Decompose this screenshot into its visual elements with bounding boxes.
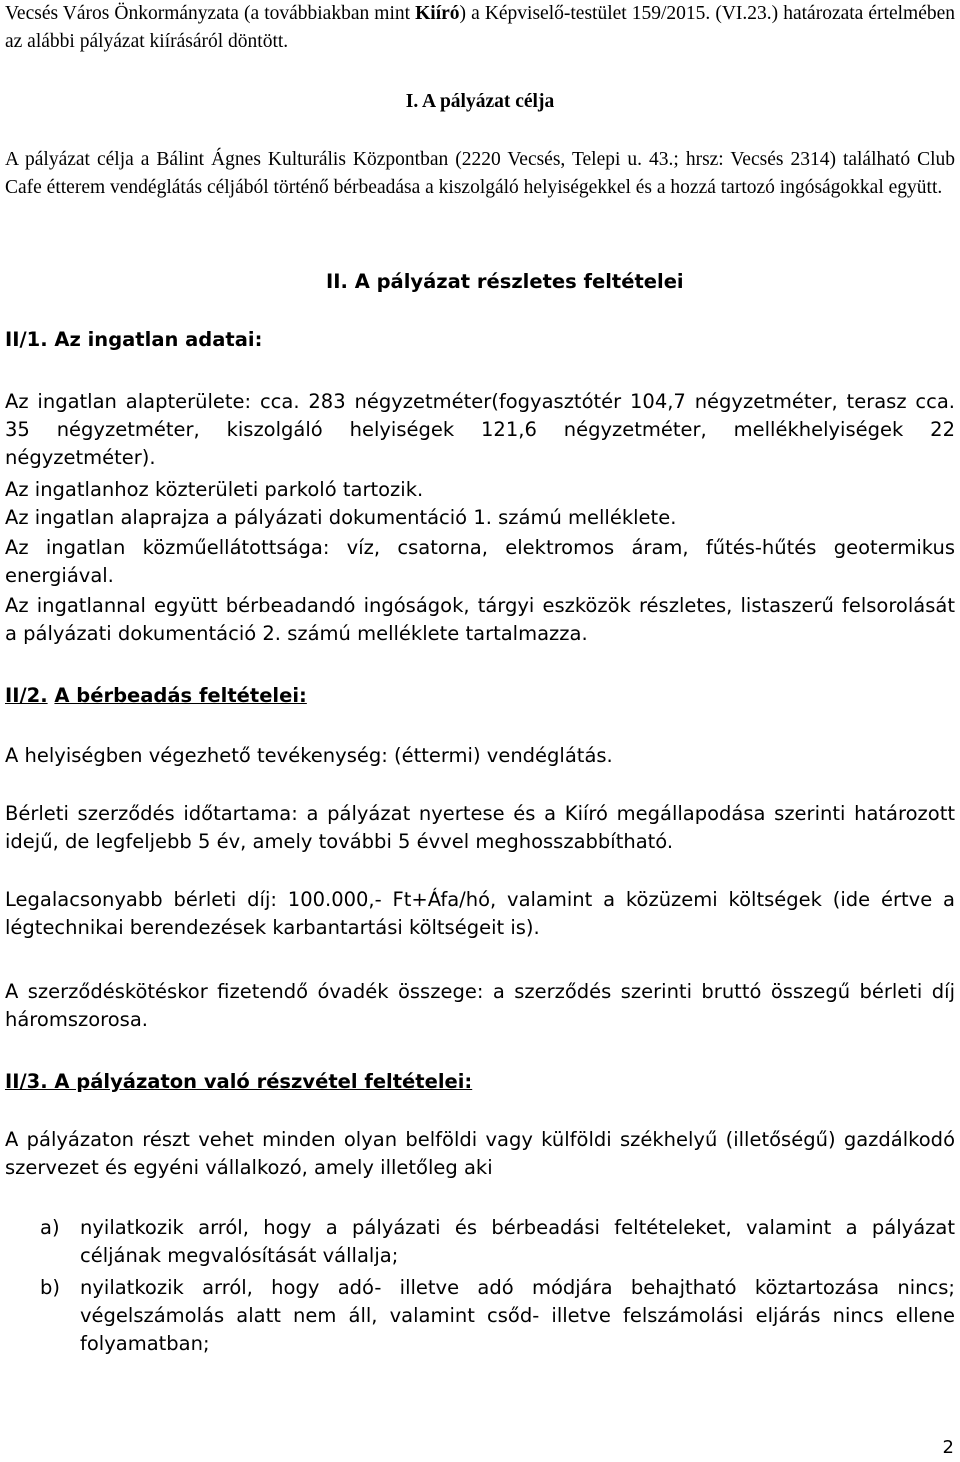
intro-text-start: Vecsés Város Önkormányzata (a továbbiakban mint [5,3,416,24]
intro-text-end: ) a Képviselő-testület 159/2015. (VI.23.) határozata értelmében az alábbi pályázat kiírásáról döntött. [5,3,956,52]
section-1-heading: I. A pályázat célja [405,91,555,112]
sub-1-heading: II/1. Az ingatlan adatai: [5,328,263,351]
sub-3-heading: II/3. A pályázaton való részvétel feltételei: [5,1070,473,1093]
intro-bold-term: Kiíró [415,3,460,24]
lease-duration: Bérleti szerződés időtartama: a pályázat nyertese és a Kiíró megállapodása szerinti határozott idejű, de legfeljebb 5 év, amely további 5 évvel meghosszabbítható. [5,802,955,853]
sub-2-heading-text: A bérbeadás feltételei: [54,684,307,707]
participation-text: A pályázaton részt vehet minden olyan belföldi vagy külföldi székhelyű (illetőségű) gazdálkodó szervezet és egyéni vállalkozó, amely illetőleg aki [5,1128,955,1179]
lease-minimum-fee: Legalacsonyabb bérleti díj: 100.000,- Ft+Áfa/hó, valamint a közüzemi költségek (ide értve a légtechnikai berendezések karbantartási költségeit is). [5,888,955,939]
condition-list-item-b [40,1274,955,1358]
list-item-label: b) [40,1276,60,1299]
list-item-label: a) [40,1216,60,1239]
section-2-heading: II. A pályázat részletes feltételei [326,270,684,293]
list-item-text: nyilatkozik arról, hogy a pályázati és bérbeadási feltételeket, valamint a pályázat céljának megvalósítását vállalja; [80,1216,955,1267]
sub-2-heading-number: II/2. [5,684,48,707]
page-number: 2 [942,1437,954,1458]
section-1-text: A pályázat célja a Bálint Ágnes Kulturális Központban (2220 Vecsés, Telepi u. 43.; hrsz: Vecsés 2314) található Club Cafe étterem vendéglátás céljából történő bérbeadása a kiszolgáló helyiségekkel és a hozzá tartozó ingóságokkal együtt. [5,149,955,198]
lease-activity: A helyiségben végezhető tevékenység: (éttermi) vendéglátás. [5,744,613,767]
property-floor-plan: Az ingatlan alaprajza a pályázati dokumentáció 1. számú melléklete. [5,506,677,529]
condition-list-item-a [40,1214,955,1270]
property-parking: Az ingatlanhoz közterületi parkoló tartozik. [5,478,424,501]
list-item-text: nyilatkozik arról, hogy adó- illetve adó módjára behajtható köztartozása nincs; végelszámolás alatt nem áll, valamint csőd- illetve felszámolási eljárás nincs ellene folyamatban; [80,1276,955,1355]
lease-deposit: A szerződéskötéskor fizetendő óvadék összege: a szerződés szerinti bruttó összegű bérleti díj háromszorosa. [5,980,955,1031]
intro-paragraph [5,0,955,56]
property-utilities: Az ingatlan közműellátottsága: víz, csatorna, elektromos áram, fűtés-hűtés geotermikus energiával. [5,536,955,587]
property-area: Az ingatlan alapterülete: cca. 283 négyzetméter(fogyasztótér 104,7 négyzetméter, terasz cca. 35 négyzetméter, kiszolgáló helyiségek 121,6 négyzetméter, mellékhelyiségek 22 négyzetméter). [5,390,955,469]
sub-2-heading [5,682,955,710]
property-assets: Az ingatlannal együtt bérbeadandó ingóságok, tárgyi eszközök részletes, listaszerű felsorolását a pályázati dokumentáció 2. számú melléklete tartalmazza. [5,594,955,645]
